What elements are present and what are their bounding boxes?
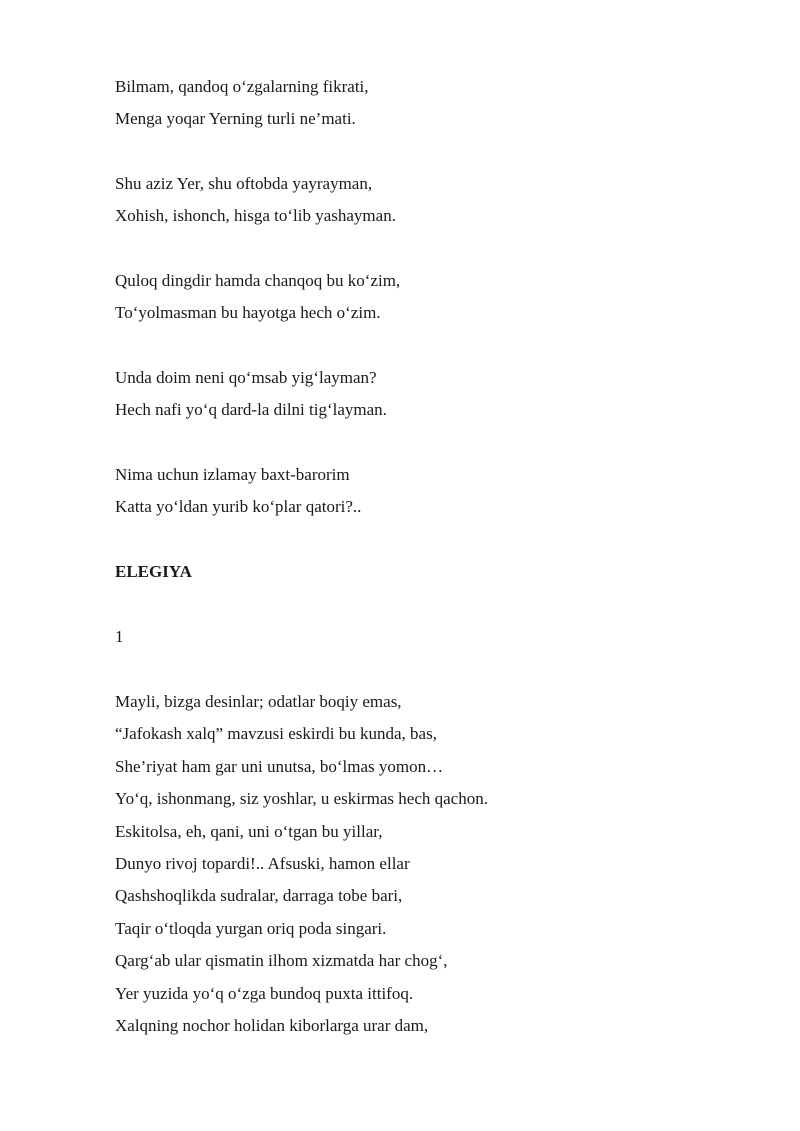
poem-line: Hech nafi yo‘q dard-la dilni tig‘layman. (115, 400, 387, 419)
poem-line: Yo‘q, ishonmang, siz yoshlar, u eskirmas hech qachon. (115, 789, 488, 808)
poem-line: Qarg‘ab ular qismatin ilhom xizmatda har chog‘, (115, 951, 448, 970)
poem-line: Quloq dingdir hamda chanqoq bu ko‘zim, (115, 271, 401, 290)
poem-line: Taqir o‘tloqda yurgan oriq poda singari. (115, 919, 387, 938)
poem-line: Xohish, ishonch, hisga to‘lib yashayman. (115, 206, 396, 225)
poem-line: She’riyat ham gar uni unutsa, bo‘lmas yomon… (115, 757, 444, 776)
poem-line: To‘yolmasman bu hayotga hech o‘zim. (115, 303, 381, 322)
poem-line: Dunyo rivoj topardi!.. Afsuski, hamon ellar (115, 854, 410, 873)
poem-line: Mayli, bizga desinlar; odatlar boqiy emas, (115, 692, 402, 711)
poem-line: Katta yo‘ldan yurib ko‘plar qatori?.. (115, 497, 362, 516)
poem-line: Yer yuzida yo‘q o‘zga bundoq puxta ittifoq. (115, 984, 414, 1003)
poem-line: Unda doim neni qo‘msab yig‘layman? (115, 368, 377, 387)
poem-line: Shu aziz Yer, shu oftobda yayrayman, (115, 174, 373, 193)
poem-line: Bilmam, qandoq o‘zgalarning fikrati, (115, 77, 369, 96)
section-title: ELEGIYA (115, 562, 192, 581)
poem-line: Eskitolsa, eh, qani, uni o‘tgan bu yillar, (115, 822, 383, 841)
poem-line: Nima uchun izlamay baxt-barorim (115, 465, 350, 484)
section-number: 1 (115, 627, 124, 646)
poem-line: Qashshoqlikda sudralar, darraga tobe bari, (115, 886, 403, 905)
poem-line: Xalqning nochor holidan kiborlarga urar dam, (115, 1016, 429, 1035)
poem-line: Menga yoqar Yerning turli ne’mati. (115, 109, 356, 128)
poem-line: “Jafokash xalq” mavzusi eskirdi bu kunda, bas, (115, 724, 437, 743)
